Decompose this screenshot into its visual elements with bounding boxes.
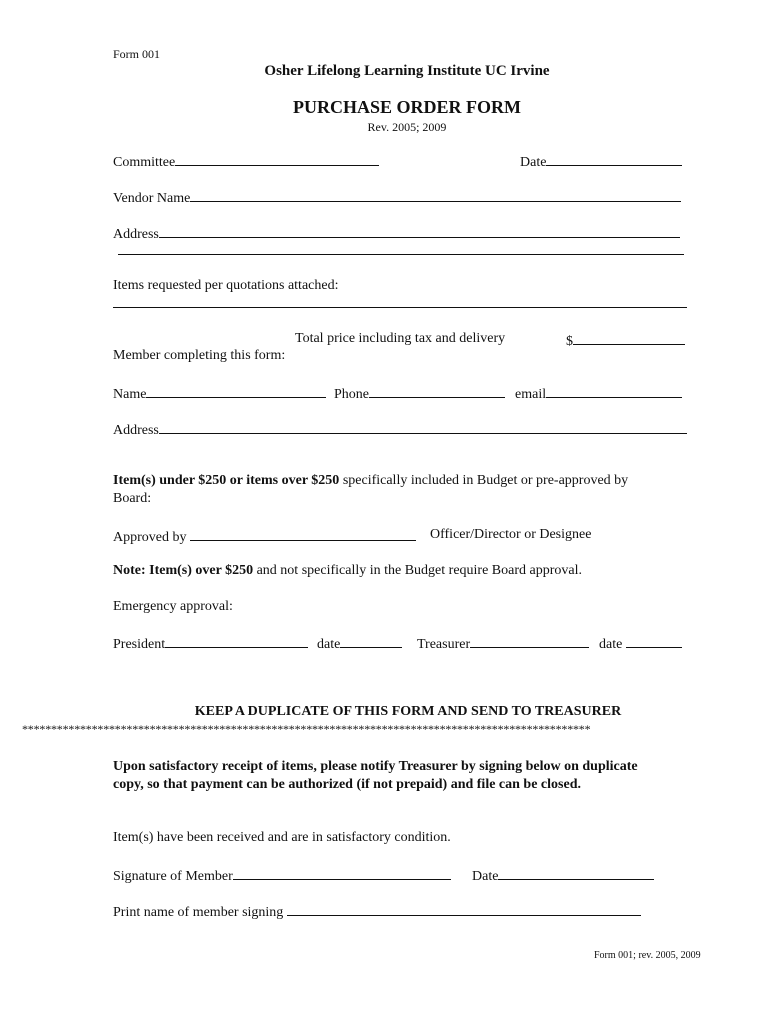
committee-label: Committee [113,155,176,170]
member-name-field[interactable] [113,384,326,403]
president-line[interactable] [165,634,308,648]
email-field[interactable] [515,384,682,403]
total-price-line[interactable] [573,331,685,345]
vendor-address-line[interactable] [159,224,680,238]
notify-line-2: copy, so that payment can be authorized (if not prepaid) and file can be closed. [113,777,581,792]
form-revision: Rev. 2005; 2009 [367,120,447,134]
treasurer-label: Treasurer [417,637,471,652]
president-label: President [113,637,166,652]
approval-bold: Item(s) under $250 or items over $250 [113,473,340,488]
approval-rule-text [113,473,628,489]
notify-line-1: Upon satisfactory receipt of items, please notify Treasurer by signing below on duplicate [113,759,638,774]
member-completing-label: Member completing this form: [113,348,286,363]
treasurer-date-label: date [599,637,623,652]
date-field[interactable] [520,152,682,171]
approved-by-line[interactable] [190,527,416,541]
form-number: Form 001 [113,47,161,61]
note-text [113,563,582,579]
member-address-label: Address [113,423,159,438]
approval-rest: specifically included in Budget or pre-approved by [339,473,629,488]
date-label: Date [520,155,547,170]
date-line[interactable] [546,152,682,166]
phone-field[interactable] [334,384,505,403]
phone-line[interactable] [369,384,505,398]
dollar-sign: $ [566,334,573,349]
member-address-line[interactable] [159,420,687,434]
total-price-field[interactable] [566,331,685,350]
approved-by-field[interactable] [113,527,416,546]
form-title: PURCHASE ORDER FORM [293,97,521,117]
print-name-line[interactable] [287,902,641,916]
signature-label: Signature of Member [113,869,233,884]
treasurer-date-line[interactable] [626,634,682,648]
officer-label: Officer/Director or Designee [430,527,592,542]
president-field[interactable] [113,634,308,653]
note-rest: and not specifically in the Budget require Board approval. [253,563,582,578]
treasurer-date-field[interactable] [599,634,682,653]
received-statement: Item(s) have been received and are in satisfactory condition. [113,830,451,845]
signature-field[interactable] [113,866,451,885]
stars-divider: ************************************************************************************************** [22,722,591,736]
items-requested-line[interactable] [113,307,687,308]
email-label: email [515,387,547,402]
member-address-field[interactable] [113,420,687,439]
member-name-label: Name [113,387,147,402]
signature-date-field[interactable] [472,866,654,885]
vendor-name-line[interactable] [190,188,681,202]
emergency-label: Emergency approval: [113,599,233,614]
note-bold: Note: Item(s) over $250 [113,563,254,578]
president-date-field[interactable] [317,634,402,653]
committee-field[interactable] [113,152,379,171]
treasurer-line[interactable] [470,634,589,648]
signature-date-line[interactable] [498,866,654,880]
phone-label: Phone [334,387,369,402]
print-name-field[interactable] [113,902,641,921]
organization-name: Osher Lifelong Learning Institute UC Irvine [264,63,550,79]
approved-by-label: Approved by [113,530,187,545]
total-price-label: Total price including tax and delivery [295,331,506,346]
signature-line[interactable] [233,866,451,880]
vendor-address-field[interactable] [113,224,680,243]
items-requested-label: Items requested per quotations attached: [113,278,339,293]
vendor-address-label: Address [113,227,159,242]
vendor-name-field[interactable] [113,188,681,207]
committee-line[interactable] [175,152,379,166]
vendor-address-line-2[interactable] [118,254,684,255]
member-name-line[interactable] [146,384,326,398]
signature-date-label: Date [472,869,499,884]
approval-board: Board: [113,491,152,506]
print-name-label: Print name of member signing [113,905,284,920]
vendor-name-label: Vendor Name [113,191,191,206]
form-footer: Form 001; rev. 2005, 2009 [594,950,701,961]
president-date-label: date [317,637,341,652]
treasurer-field[interactable] [417,634,589,653]
keep-duplicate-heading: KEEP A DUPLICATE OF THIS FORM AND SEND TO TREASURER [194,704,622,719]
president-date-line[interactable] [340,634,402,648]
email-line[interactable] [546,384,682,398]
